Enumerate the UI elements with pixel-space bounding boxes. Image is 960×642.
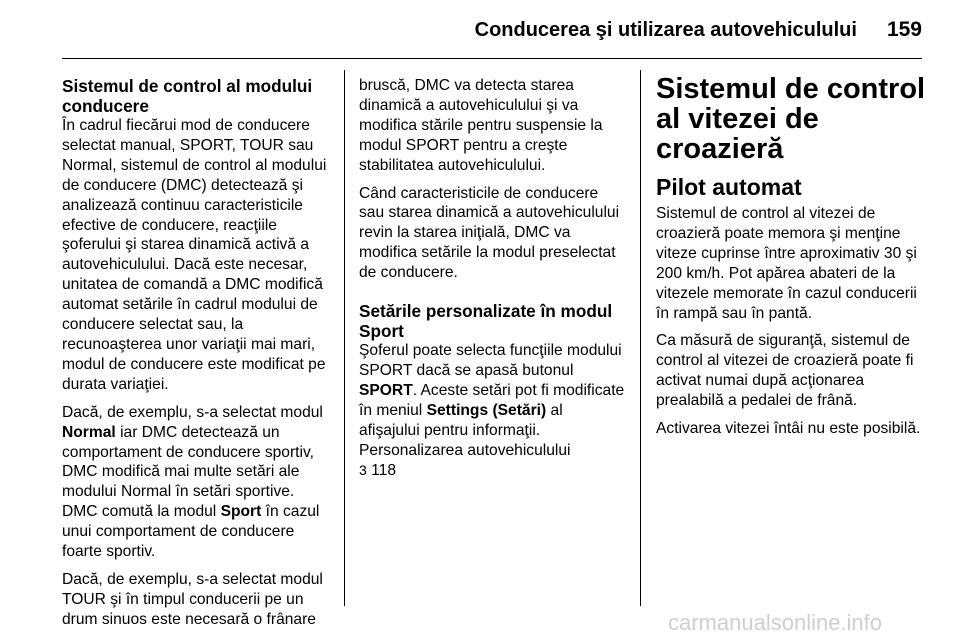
text-segment: . Aceste setări pot fi modificate în meniul: [359, 381, 625, 419]
paragraph-sport-settings: [359, 341, 627, 480]
paragraph-safety-brake: Ca măsură de siguranţă, sistemul de control al vitezei de croazieră poate fi activat numai după acţionarea prealabilă a pedalei de frână.: [656, 332, 914, 410]
bold-term-sport: Sport: [220, 503, 262, 521]
subsection-title-autopilot: Pilot automat: [656, 174, 802, 200]
paragraph-normal-mode-example: [62, 403, 330, 562]
column-left: [62, 76, 330, 638]
header-rule: [62, 58, 922, 59]
column-divider-2: [640, 70, 641, 606]
paragraph-continued: bruscă, DMC va detecta starea dinamică a autovehiculului şi va modifica stările pentru suspensie la modul SPORT pentru a creşte stabilitatea autovehiculului.: [359, 77, 603, 174]
paragraph-cruise-speed-range: Sistemul de control al vitezei de croazieră poate memora şi menţine viteze cuprinse între aproximativ 30 şi 200 km/h. Pot apărea abateri de la vitezele memorate în cazul conducerii în rampă sau în pantă.: [656, 205, 917, 322]
cross-reference-page-link[interactable]: 118: [371, 461, 397, 479]
column-right: [656, 73, 926, 447]
watermark-text: carmanualsonline.info: [668, 610, 883, 635]
paragraph-return-to-preset: Când caracteristicile de conducere sau starea dinamică a autovehiculului revin la starea iniţială, DMC va modifica setările la modul preselectat de conducere.: [359, 184, 620, 282]
bold-term-settings: Settings (Setări): [426, 401, 547, 419]
paragraph-tour-mode-example: Dacă, de exemplu, s-a selectat modul TOUR şi în timpul conducerii pe un drum sinuos este necesară o frânare: [62, 570, 323, 628]
paragraph-drive-mode-intro: În cadrul fiecărui mod de conducere selectat manual, SPORT, TOUR sau Normal, sistemul de control al modului de conducere (DMC) detectează şi analizează continuu caracteristicile efective de conducere, reacţiile şoferului şi starea dinamică activă a autovehiculului. Dacă este necesar, unitatea de comandă a DMC modifică automat setările în cadrul modului de conducere selectat sau, la recunoaşterea unor variaţii mai mari, modul de conducere este modificat pe durata variaţiei.: [62, 117, 327, 393]
text-segment: în cazul unui comportament de conducere foarte sportiv.: [62, 503, 320, 561]
header-title: Conducerea şi utilizarea autovehiculului: [474, 19, 857, 41]
section-heading-sport-custom: Setările personalizate în modul Sport: [359, 301, 613, 342]
paragraph-first-gear-note: Activarea vitezei întâi nu este posibilă.: [656, 420, 921, 438]
cross-reference-icon: 3: [359, 461, 367, 478]
column-divider-1: [344, 70, 345, 606]
column-middle: [359, 76, 627, 488]
bold-term-sport-button: SPORT: [359, 381, 413, 399]
text-segment: Şoferul poate selecta funcţiile modului SPORT dacă se apasă butonul: [359, 342, 622, 379]
text-segment: iar DMC detectează un comportament de conducere sportiv, DMC modifică mai multe setări ale modului Normal în setări sportive. DMC comută la modul: [62, 423, 314, 521]
page-number: 159: [886, 18, 922, 41]
section-heading-drive-mode-control: Sistemul de control al modului conducere: [62, 76, 313, 116]
page-header: [0, 14, 922, 46]
text-segment: al afişajului pentru informaţii. Personalizarea autovehiculului: [359, 401, 571, 459]
bold-term-normal: Normal: [62, 423, 116, 441]
text-segment: Dacă, de exemplu, s-a selectat modul: [62, 403, 323, 421]
chapter-title-cruise-control: Sistemul de control al vitezei de croazieră: [656, 73, 926, 165]
